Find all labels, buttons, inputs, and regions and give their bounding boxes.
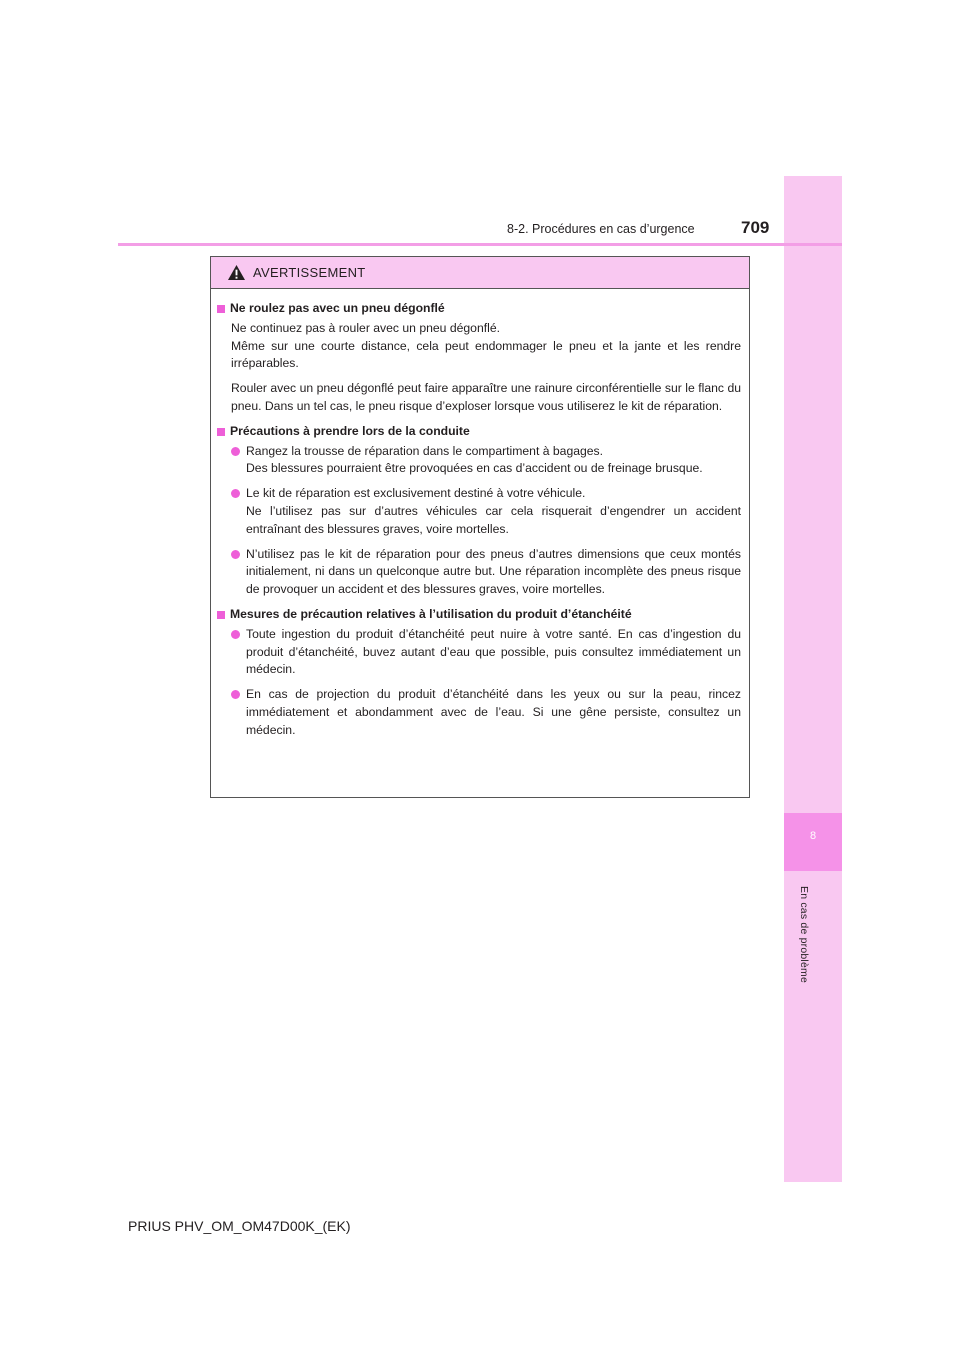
section-heading-text: Mesures de précaution relatives à l’utilisation du produit d’étanchéité: [230, 606, 632, 621]
round-bullet-icon: [231, 550, 240, 559]
round-bullet-icon: [231, 489, 240, 498]
chapter-number: 8: [809, 830, 817, 842]
warning-title: AVERTISSEMENT: [253, 265, 366, 280]
list-item: [217, 485, 741, 538]
section-heading-sealant-precautions: [217, 606, 741, 624]
chapter-side-tab: [784, 176, 842, 1182]
square-bullet-icon: [217, 305, 225, 313]
section-heading-text: Précautions à prendre lors de la conduite: [230, 423, 470, 438]
warning-box: [210, 256, 750, 798]
chapter-tab-marker: [784, 813, 842, 871]
list-item-text: Toute ingestion du produit d’étanchéité peut nuire à votre santé. En cas d’ingestion du produit d’étanchéité, buvez autant d’eau que possible, puis consultez immédiatement un médecin.: [246, 626, 741, 677]
round-bullet-icon: [231, 690, 240, 699]
section-heading-text: Ne roulez pas avec un pneu dégonflé: [230, 301, 445, 315]
header-divider: [118, 243, 842, 246]
list-item-text: N’utilisez pas le kit de réparation pour des pneus d’autres dimensions que ceux montés initialement, ni dans un quelconque autre but. Une réparation incomplète des pneus risque de provoquer un accident et des blessures graves, voire mortelles.: [246, 546, 741, 597]
section-title: 8-2. Procédures en cas d’urgence: [507, 222, 695, 236]
list-item-text: En cas de projection du produit d’étanchéité dans les yeux ou sur la peau, rincez immédiatement et abondamment avec de l’eau. Si une gêne persiste, consultez un médecin.: [246, 687, 741, 737]
document-code: PRIUS PHV_OM_OM47D00K_(EK): [128, 1218, 351, 1234]
list-item: [217, 546, 741, 599]
round-bullet-icon: [231, 630, 240, 639]
section-heading-driving-precautions: [217, 423, 741, 441]
section-heading-flat-tire: [217, 300, 741, 318]
warning-header: [211, 257, 749, 289]
paragraph: Rouler avec un pneu dégonflé peut faire apparaître une rainure circonférentielle sur le flanc du pneu. Dans un tel cas, le pneu risque d’exploser lorsque vous utiliserez le kit de réparation.: [231, 381, 741, 413]
round-bullet-icon: [231, 447, 240, 456]
square-bullet-icon: [217, 611, 225, 619]
paragraph: Ne continuez pas à rouler avec un pneu dégonflé. Même sur une courte distance, cela peut endommager le pneu et la jante et les rendre irréparables.: [231, 320, 741, 371]
warning-body: [211, 289, 749, 740]
page-number: 709: [741, 218, 770, 237]
list-item: [217, 443, 741, 479]
square-bullet-icon: [217, 428, 225, 436]
chapter-label: En cas de problème: [798, 886, 810, 983]
list-item-text: Le kit de réparation est exclusivement destiné à votre véhicule. Ne l’utilisez pas sur d’autres véhicules car cela risquerait d’engendrer un accident entraînant des blessures graves, voire mortelles.: [246, 486, 741, 536]
list-item-text: Rangez la trousse de réparation dans le compartiment à bagages. Des blessures pourraient être provoquées en cas d’accident ou de freinage brusque.: [246, 443, 703, 476]
list-item: [217, 626, 741, 679]
list-item: [217, 686, 741, 739]
warning-triangle-icon: [227, 264, 246, 281]
